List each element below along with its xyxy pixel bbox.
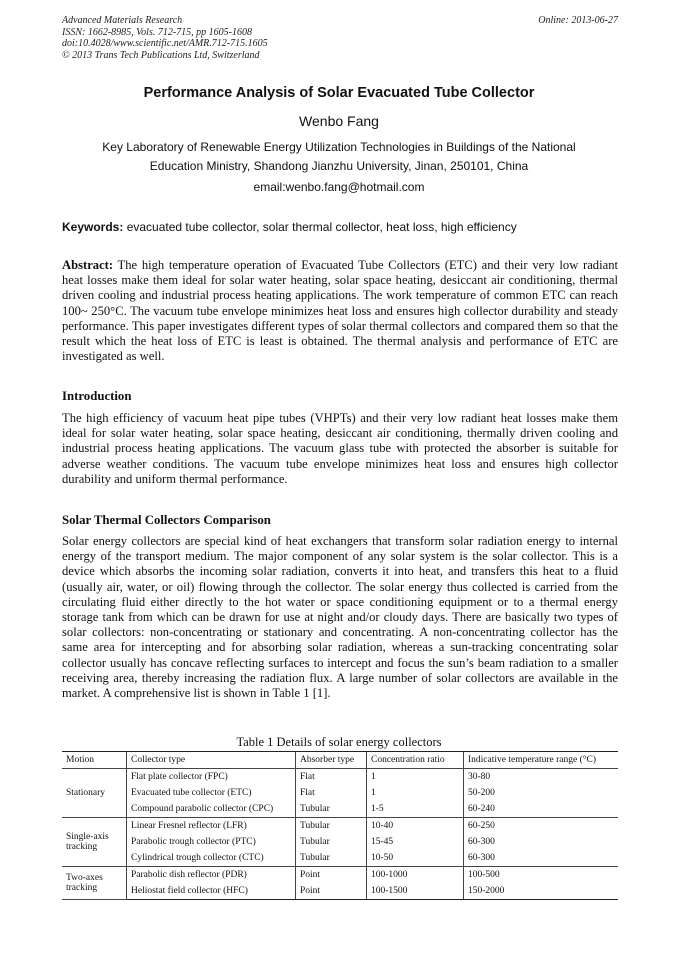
table-row [62,883,618,900]
journal-header [62,15,618,61]
introduction-text: The high efficiency of vacuum heat pipe tubes (VHPTs) and their very low radiant heat losses make them ideal for solar water heating, solar space heating, desiccant air conditioning, thermally driven cooling and industrial process heating applications. The vacuum glass tube with protected the absorber is suitable for adverse weather conditions. The vacuum tube envelope minimizes heat loss and ensures high collector durability and uniform thermal performance. [62,411,618,486]
table-cell: 60-240 [464,801,619,818]
motion-cell [62,769,127,818]
table-cell: 60-300 [464,834,619,850]
issn-line: ISSN: 1662-8985, Vols. 712-715, pp 1605-1608 [62,26,252,38]
table-cell: Flat plate collector (FPC) [127,769,296,786]
motion-label: Single-axis [66,832,109,842]
table-cell: 1 [367,785,464,801]
table-cell: Parabolic trough collector (PTC) [127,834,296,850]
table-cell: Tubular [296,818,367,835]
motion-label: tracking [66,883,98,893]
table-cell: 100-1000 [367,867,464,884]
table-cell: Tubular [296,834,367,850]
author-name: Wenbo Fang [299,113,379,129]
motion-label: tracking [66,842,98,852]
motion-cell [62,867,127,900]
affiliation-line: Key Laboratory of Renewable Energy Utilization Technologies in Buildings of the National [102,140,576,154]
table-row [62,769,618,786]
table-row [62,867,618,884]
table-header-cell: Collector type [127,752,296,769]
abstract-text: The high temperature operation of Evacuated Tube Collectors (ETC) and their very low radiant heat losses make them ideal for solar water heating, solar space heating, desiccant air conditioning, thermal driven cooling and industrial process heating applications. The work temperature of common ETC can reach 100~ 250°C. The vacuum tube envelope minimizes heat loss and ensures high collector durability and steady performance. This paper investigates different types of solar thermal collectors and compared them so that the result which the heat loss of ETC is least is obtained. The thermal analysis and performance of ETC are investigated as well. [62,258,618,364]
comparison-text: Solar energy collectors are special kind of heat exchangers that transform solar radiation energy to internal energy of the transport medium. The major component of any solar system is the solar collector. This is a device which absorbs the incoming solar radiation, converts it into heat, and transfers this heat to a fluid (usually air, water, or oil) flowing through the collector. The solar energy thus collected is carried from the circulating fluid either directly to the hot water or space conditioning equipment or to a thermal energy storage tank from which can be drawn for use at night and/or cloudy days. There are basically two types of solar collectors: non-concentrating or stationary and concentrating. A non-concentrating collector has the same area for intercepting and for absorbing solar radiation, whereas a sun-tracking concentrating solar collector usually has concave reflecting surfaces to intercept and focus the sun’s beam radiation to a smaller receiving area, thereby increasing the radiation flux. A large number of solar collectors are available in the market. A comprehensive list is shown in Table 1 [1]. [62,534,618,701]
table-cell: 100-1500 [367,883,464,900]
online-date: Online: 2013-06-27 [538,15,618,26]
table-cell: Heliostat field collector (HFC) [127,883,296,900]
table-caption: Table 1 Details of solar energy collectors [236,735,442,749]
table-row [62,834,618,850]
affiliation-line: Education Ministry, Shandong Jianzhu University, Jinan, 250101, China [149,159,529,173]
table-header-row [62,752,618,769]
table-cell: Flat [296,769,367,786]
table-header-cell: Absorber type [296,752,367,769]
table-cell: Tubular [296,801,367,818]
section-heading-comparison: Solar Thermal Collectors Comparison [62,513,271,527]
table-cell: Cylindrical trough collector (CTC) [127,850,296,867]
keywords-label: Keywords: [62,220,124,234]
keywords-text: evacuated tube collector, solar thermal collector, heat loss, high efficiency [123,220,517,234]
table-row [62,850,618,867]
table-cell: 1 [367,769,464,786]
table-cell: Compound parabolic collector (CPC) [127,801,296,818]
table-cell: Tubular [296,850,367,867]
table-row [62,801,618,818]
table-row [62,785,618,801]
collector-table [62,751,618,900]
table-cell: 30-80 [464,769,619,786]
table-cell: 60-300 [464,850,619,867]
motion-label: Stationary [66,788,106,798]
table-cell: Point [296,883,367,900]
affiliation [60,138,618,176]
table-cell: Evacuated tube collector (ETC) [127,785,296,801]
table-cell: Linear Fresnel reflector (LFR) [127,818,296,835]
table-cell: 10-50 [367,850,464,867]
table-cell: 100-500 [464,867,619,884]
keywords [62,220,618,234]
table-cell: 1-5 [367,801,464,818]
abstract-label: Abstract: [62,258,114,272]
motion-cell [62,818,127,867]
journal-name: Advanced Materials Research [62,15,183,26]
abstract [62,258,618,364]
table-cell: Parabolic dish reflector (PDR) [127,867,296,884]
table-cell: 50-200 [464,785,619,801]
copyright-line: © 2013 Trans Tech Publications Ltd, Switzerland [62,49,260,61]
table-header-cell: Concentration ratio [367,752,464,769]
motion-label: Two-axes [66,873,103,883]
table-cell: 150-2000 [464,883,619,900]
author-email: email:wenbo.fang@hotmail.com [253,180,425,194]
table-row [62,818,618,835]
table-cell: Flat [296,785,367,801]
section-heading-introduction: Introduction [62,389,132,403]
doi-line: doi:10.4028/www.scientific.net/AMR.712-715.1605 [62,38,268,49]
paper-title: Performance Analysis of Solar Evacuated Tube Collector [143,85,535,101]
table-cell: Point [296,867,367,884]
table-cell: 10-40 [367,818,464,835]
table-cell: 15-45 [367,834,464,850]
table-header-cell: Motion [62,752,127,769]
table-cell: 60-250 [464,818,619,835]
table-header-cell: Indicative temperature range (°C) [464,752,619,769]
